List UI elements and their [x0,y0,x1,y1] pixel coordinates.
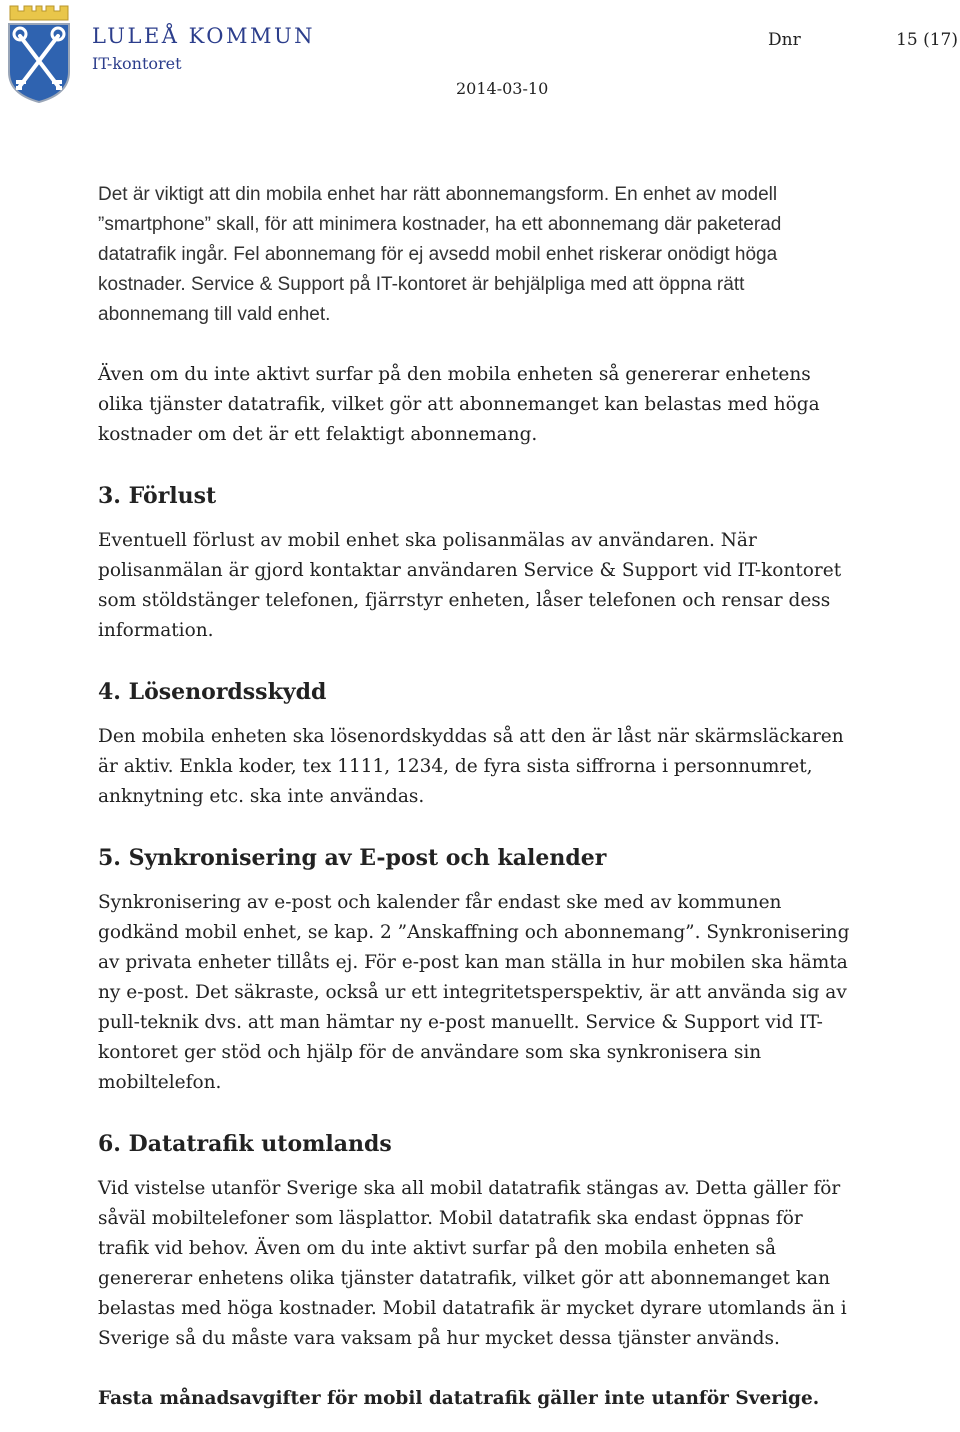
document-body [98,180,858,1414]
document-date: 2014-03-10 [456,79,549,98]
section-heading-roaming: 6. Datatrafik utomlands [98,1131,392,1157]
final-note: Fasta månadsavgifter för mobil datatrafik gäller inte utanför Sverige. [98,1388,820,1409]
paragraph-subscription: Det är viktigt att din mobila enhet har rätt abonnemangsform. En enhet av modell ”smartphone” skall, för att minimera kostnader, ha ett abonnemang där paketerad datatrafik ingår. Fel abonnemang för ej avsedd mobil enhet riskerar onödigt höga kostnader. Service & Support på IT-kontoret är behjälpliga med att öppna rätt abonnemang till vald enhet. [98,184,782,325]
dnr-label: Dnr [768,30,801,50]
section-text-password: Den mobila enheten ska lösenordskyddas så att den är låst när skärmsläckaren är aktiv. Enkla koder, tex 1111, 1234, de fyra sista siffrorna i personnumret, anknytning etc. ska inte användas. [98,726,844,807]
section-heading-password: 4. Lösenordsskydd [98,679,327,705]
page-header [0,0,960,110]
organization-name: LULEÅ KOMMUN [92,24,316,48]
paragraph-datatraffic: Även om du inte aktivt surfar på den mobila enheten så genererar enhetens olika tjänster datatrafik, vilket gör att abonnemanget kan belastas med höga kostnader om det är ett felaktigt abonnemang. [98,364,820,445]
section-text-loss: Eventuell förlust av mobil enhet ska polisanmälas av användaren. När polisanmälan är gjord kontaktar användaren Service & Support vid IT-kontoret som stöldstänger telefonen, fjärrstyr enheten, låser telefonen och rensar dess information. [98,530,842,641]
section-text-sync: Synkronisering av e-post och kalender får endast ske med av kommunen godkänd mobil enhet, se kap. 2 ”Anskaffning och abonnemang”. Synkronisering av privata enheter tillåts ej. För e-post kan man ställa in hur mobilen ska hämta ny e-post. Det säkraste, också ur ett integritetsperspektiv, är att använda sig av pull-teknik dvs. att man hämtar ny e-post manuellt. Service & Support vid IT-kontoret ger stöd och hjälp för de användare som ska synkronisera sin mobiltelefon. [98,892,850,1093]
department-name: IT-kontoret [92,54,182,73]
page-number: 15 (17) [896,30,958,50]
coat-of-arms-icon [4,2,74,104]
section-heading-loss: 3. Förlust [98,483,217,509]
section-heading-sync: 5. Synkronisering av E-post och kalender [98,845,607,871]
section-text-roaming: Vid vistelse utanför Sverige ska all mobil datatrafik stängas av. Detta gäller för såväl mobiltelefoner som läsplattor. Mobil datatrafik ska endast öppnas för trafik vid behov. Även om du inte aktivt surfar på den mobila enheten så genererar enhetens olika tjänster datatrafik, vilket gör att abonnemanget kan belastas med höga kostnader. Mobil datatrafik är mycket dyrare utomlands än i Sverige så du måste vara vaksam på hur mycket dessa tjänster används. [98,1178,847,1349]
